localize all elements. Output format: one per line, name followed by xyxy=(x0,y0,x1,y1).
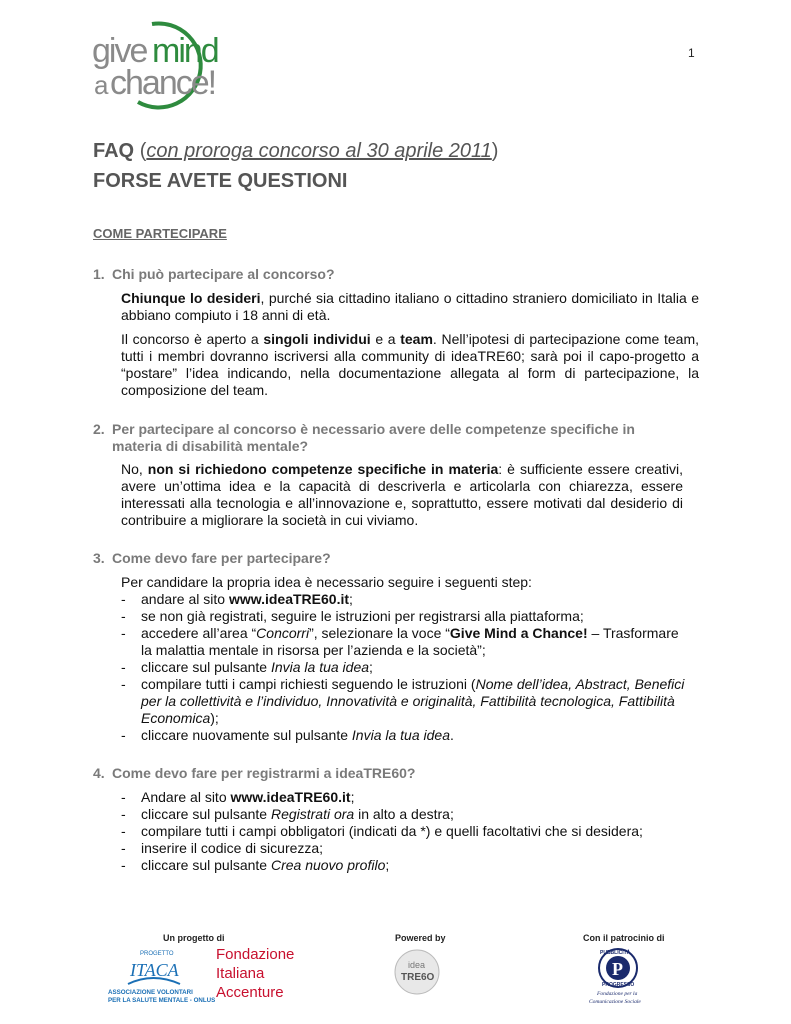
list-item: - cliccare sul pulsante Crea nuovo profilo; xyxy=(121,857,693,874)
site-link[interactable]: www.ideaTRE60.it xyxy=(228,591,350,607)
list-item: - accedere all’area “Concorri”, selezionare la voce “Give Mind a Chance! – Trasformare la malattia mentale in risorsa per l’azienda e la società”; xyxy=(121,625,693,659)
pubblicita-progresso-graphic xyxy=(585,946,660,1006)
page-title xyxy=(93,140,498,163)
list-item: - Andare al sito www.ideaTRE60.it; xyxy=(121,789,693,806)
footer-label-project: Un progetto di xyxy=(163,933,225,943)
list-item: - andare al sito www.ideaTRE60.it; xyxy=(121,591,693,608)
answer-1-paragraph-1: Chiunque lo desideri, purché sia cittadino italiano o cittadino straniero domiciliato in Italia e abbiano compiuto i 18 anni di età. xyxy=(121,290,699,323)
answer-3-intro: Per candidare la propria idea è necessario seguire i seguenti step: xyxy=(121,574,532,590)
svg-text:PUBBLICITÀ: PUBBLICITÀ xyxy=(600,950,631,956)
fondazione-accenture-logo: Fondazione Italiana Accenture xyxy=(216,946,295,1001)
svg-text:ASSOCIAZIONE VOLONTARI: ASSOCIAZIONE VOLONTARI xyxy=(108,989,193,996)
logo-chance: chance! xyxy=(110,64,216,102)
svg-text:TRE6O: TRE6O xyxy=(401,972,435,983)
ideatre60-logo xyxy=(393,946,441,998)
list-item: - compilare tutti i campi obbligatori (indicati da *) e quelli facoltativi che si desidera; xyxy=(121,823,693,840)
logo-give: give xyxy=(92,32,147,70)
footer-label-patronage: Con il patrocinio di xyxy=(583,933,665,943)
question-4: 4. Come devo fare per registrarmi a ideaTRE60? xyxy=(93,765,416,781)
itaca-name: ITACA xyxy=(130,960,179,980)
itaca-logo-graphic xyxy=(108,946,216,1006)
answer-3-steps xyxy=(121,591,693,744)
title-faq: FAQ xyxy=(93,140,135,162)
svg-text:PROGETTO: PROGETTO xyxy=(140,951,174,957)
section-heading: COME PARTECIPARE xyxy=(93,226,227,241)
svg-text:PER LA SALUTE MENTALE - ONLUS: PER LA SALUTE MENTALE - ONLUS xyxy=(108,997,216,1004)
list-item: - se non già registrati, seguire le istruzioni per registrarsi alla piattaforma; xyxy=(121,608,693,625)
itaca-logo xyxy=(108,946,216,1006)
question-2: 2. Per partecipare al concorso è necessario avere delle competenze specifiche in materia di disabilità mentale? xyxy=(93,421,635,454)
page-number: 1 xyxy=(688,46,695,60)
svg-text:Comunicazione Sociale: Comunicazione Sociale xyxy=(589,999,641,1005)
ideatre60-graphic xyxy=(393,946,441,998)
question-3: 3. Come devo fare per partecipare? xyxy=(93,550,331,566)
question-1: 1. Chi può partecipare al concorso? xyxy=(93,266,335,282)
svg-text:Fondazione per la: Fondazione per la xyxy=(597,991,638,997)
answer-4-steps xyxy=(121,789,693,874)
answer-2: No, non si richiedono competenze specifiche in materia: è sufficiente essere creativi, avere un’ottima idea e la capacità di descriverla e articolarla con chiarezza, essere interessati alla tecnologia e all’innovazione e, soprattutto, essere motivati dal desiderio di contribuire a migliorare la società in cui viviamo. xyxy=(121,461,683,528)
list-item: - cliccare sul pulsante Invia la tua idea; xyxy=(121,659,693,676)
svg-text:P: P xyxy=(612,959,623,979)
logo-mind: mind xyxy=(152,32,218,70)
logo-graphic xyxy=(90,20,235,108)
page-heading: FORSE AVETE QUESTIONI xyxy=(93,170,348,192)
list-item: - compilare tutti i campi richiesti seguendo le istruzioni (Nome dell’idea, Abstract, Benefici per la collettività e l’individuo, Innovatività e originalità, Fattibilità tecnologica, Fattibilità Economica); xyxy=(121,676,693,727)
list-item: - inserire il codice di sicurezza; xyxy=(121,840,693,857)
answer-1-paragraph-2: Il concorso è aperto a singoli individui e a team. Nell’ipotesi di partecipazione come team, tutti i membri dovranno iscriversi alla community di ideaTRE60; sarà poi il capo-progetto a “postare” l’idea indicando, nella documentazione allegata al form di partecipazione, la composizione del team. xyxy=(121,331,699,398)
svg-text:idea: idea xyxy=(408,960,426,970)
list-item: - cliccare sul pulsante Registrati ora in alto a destra; xyxy=(121,806,693,823)
list-item: - cliccare nuovamente sul pulsante Invia la tua idea. xyxy=(121,727,693,744)
svg-text:PROGRESSO: PROGRESSO xyxy=(602,982,635,988)
site-link[interactable]: www.ideaTRE60.it xyxy=(230,789,351,805)
footer-label-powered: Powered by xyxy=(395,933,446,943)
give-mind-a-chance-logo xyxy=(90,20,235,108)
pubblicita-progresso-logo xyxy=(585,946,660,1006)
logo-a: a xyxy=(94,70,109,100)
title-subtitle: (con proroga concorso al 30 aprile 2011) xyxy=(139,140,499,162)
